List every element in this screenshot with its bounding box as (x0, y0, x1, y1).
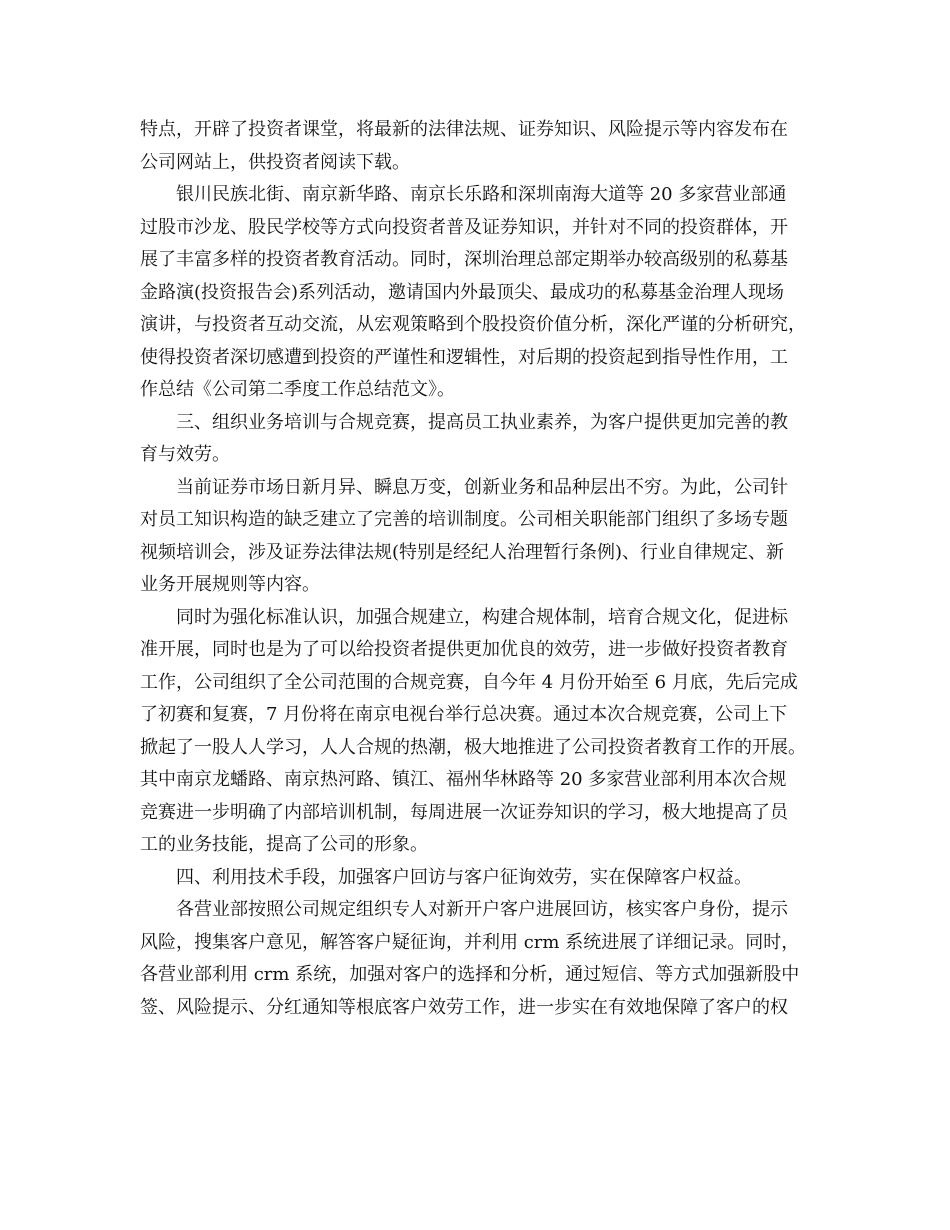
text-line: 其中南京龙蟠路、南京热河路、镇江、福州华林路等 20 多家营业部利用本次合规 (140, 769, 787, 790)
text-line: 准开展，同时也是为了可以给投资者提供更加优良的效劳，进一步做好投资者教育 (140, 639, 788, 660)
text-line: 风险，搜集客户意见，解答客户疑征询，并利用 crm 系统进展了详细记录。同时， (140, 931, 800, 953)
text-line: 银川民族北街、南京新华路、南京长乐路和深圳南海大道等 20 多家营业部通 (176, 184, 787, 205)
text-line: 育与效劳。 (140, 444, 230, 465)
text-line: 三、组织业务培训与合规竞赛，提高员工执业素养，为客户提供更加完善的教 (176, 411, 788, 433)
text-line: 展了丰富多样的投资者教育活动。同时，深圳治理总部定期举办较高级别的私募基 (140, 249, 788, 270)
text-line: 公司网站上，供投资者阅读下载。 (140, 151, 410, 173)
text-line: 同时为强化标准认识，加强合规建立，构建合规体制，培育合规文化，促进标 (176, 606, 788, 628)
text-line: 使得投资者深切感遭到投资的严谨性和逻辑性，对后期的投资起到指导性作用，工 (140, 346, 788, 368)
text-line: 视频培训会，涉及证券法律法规(特别是经纪人治理暂行条例)、行业自律规定、新 (140, 541, 785, 563)
text-line: 对员工知识构造的缺乏建立了完善的培训制度。公司相关职能部门组织了多场专题 (140, 509, 788, 530)
text-line: 掀起了一股人人学习，人人合规的热潮，极大地推进了公司投资者教育工作的开展。 (140, 736, 806, 758)
text-line: 作总结《公司第二季度工作总结范文》。 (140, 379, 455, 400)
text-line: 工作，公司组织了全公司范围的合规竞赛，自今年 4 月份开始至 6 月底，先后完成 (140, 671, 798, 693)
text-line: 四、利用技术手段，加强客户回访与客户征询效劳，实在保障客户权益。 (176, 866, 752, 888)
text-line: 当前证券市场日新月异、瞬息万变，创新业务和品种层出不穷。为此，公司针 (176, 476, 788, 498)
text-line: 竞赛进一步明确了内部培训机制，每周进展一次证券知识的学习，极大地提高了员 (140, 801, 788, 823)
text-line: 演讲，与投资者互动交流，从宏观策略到个股投资价值分析，深化严谨的分析研究， (140, 314, 806, 335)
text-line: 业务开展规则等内容。 (140, 574, 320, 595)
text-line: 金路演(投资报告会)系列活动，邀请国内外最顶尖、最成功的私募基金治理人现场 (140, 281, 785, 303)
text-line: 签、风险提示、分红通知等根底客户效劳工作，进一步实在有效地保障了客户的权 (140, 996, 788, 1018)
text-line: 工的业务技能，提高了公司的形象。 (140, 834, 428, 855)
text-line: 各营业部利用 crm 系统，加强对客户的选择和分析，通过短信、等方式加强新股中 (140, 964, 800, 985)
document-body (140, 114, 830, 1024)
text-line: 特点，开辟了投资者课堂，将最新的法律法规、证券知识、风险提示等内容发布在 (140, 119, 788, 140)
text-line: 过股市沙龙、股民学校等方式向投资者普及证券知识，并针对不同的投资群体，开 (140, 216, 788, 238)
text-line: 各营业部按照公司规定组织专人对新开户客户进展回访，核实客户身份，提示 (176, 899, 788, 920)
text-line: 了初赛和复赛，7 月份将在南京电视台举行总决赛。通过本次合规竞赛，公司上下 (140, 704, 788, 725)
